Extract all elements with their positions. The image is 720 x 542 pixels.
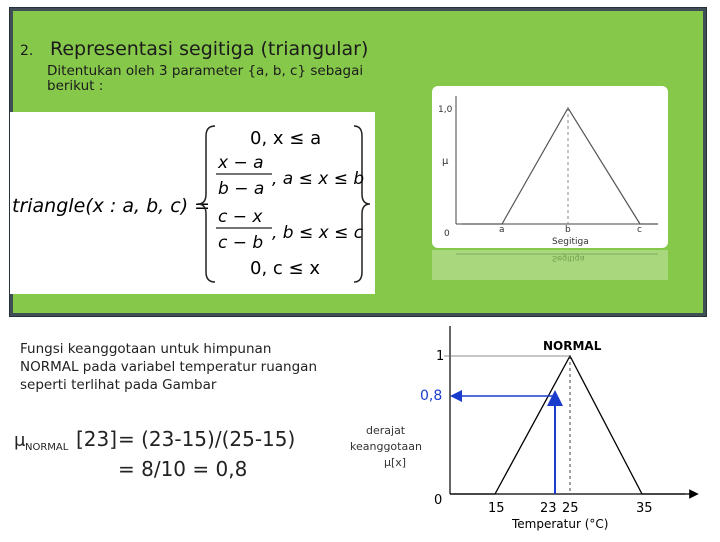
- calc-line2: = 8/10 = 0,8: [118, 457, 248, 481]
- normal-membership-chart: [340, 326, 710, 538]
- heading-title: Representasi segitiga (triangular): [50, 38, 369, 60]
- calc-line1: = (23-15)/(25-15): [118, 427, 296, 451]
- description-text: Ditentukan oleh 3 parameter {a, b, c} sebagai berikut :: [47, 63, 364, 94]
- chart-title: NORMAL: [543, 339, 602, 353]
- mu-symbol: μ: [14, 430, 26, 451]
- y-top-label: 1,0: [438, 105, 453, 115]
- formula-case2-numerator: x − a: [218, 153, 264, 173]
- y-zero-label: 0: [444, 229, 450, 239]
- y-zero-label: 0: [434, 493, 443, 508]
- triangle-membership-graph: [432, 86, 668, 248]
- x-axis-label: Temperatur (°C): [512, 517, 609, 531]
- triangle-shape: [462, 108, 658, 224]
- triangle-formula: [10, 112, 375, 294]
- svg-text:Segitiga: Segitiga: [552, 254, 585, 263]
- x-tick-15: 15: [488, 501, 505, 516]
- y-one-label: 1: [436, 349, 445, 364]
- right-brace: [354, 126, 370, 282]
- y-mu-label: μ: [442, 156, 449, 167]
- formula-case4: 0, c ≤ x: [250, 258, 320, 279]
- formula-case2-condition: , a ≤ x ≤ b: [272, 169, 365, 189]
- y-axis-label-2: keanggotaan: [350, 440, 422, 453]
- x-b-label: b: [565, 225, 571, 235]
- normal-triangle: [450, 356, 685, 494]
- x-tick-35: 35: [636, 501, 653, 516]
- explanation-text: Fungsi keanggotaan untuk himpunan NORMAL pada variabel temperatur ruangan seperti terlihat pada Gambar: [20, 341, 317, 393]
- x-c-label: c: [637, 225, 642, 235]
- formula-case3-denominator: c − b: [218, 233, 264, 253]
- y-axis-label-3: μ[x]: [384, 456, 407, 469]
- normal-calculation: [14, 422, 314, 484]
- heading-number: 2.: [20, 43, 34, 59]
- formula-lhs: triangle(x : a, b, c) =: [12, 195, 211, 217]
- y-axis-label-1: derajat: [366, 424, 406, 437]
- formula-case3-condition: , b ≤ x ≤ c: [272, 223, 364, 243]
- formula-case1: 0, x ≤ a: [250, 128, 322, 149]
- calc-argument: [23]: [76, 427, 118, 451]
- mu-subscript: NORMAL: [25, 442, 69, 453]
- y-value-label: 0,8: [420, 388, 443, 404]
- formula-case2-denominator: b − a: [218, 179, 265, 199]
- graph-reflection: [432, 250, 668, 280]
- x-tick-25: 25: [562, 501, 579, 516]
- x-tick-23: 23: [540, 501, 557, 516]
- section-heading: [20, 38, 368, 60]
- formula-case3-numerator: c − x: [218, 207, 263, 227]
- x-a-label: a: [499, 225, 505, 235]
- graph-caption: Segitiga: [552, 237, 589, 247]
